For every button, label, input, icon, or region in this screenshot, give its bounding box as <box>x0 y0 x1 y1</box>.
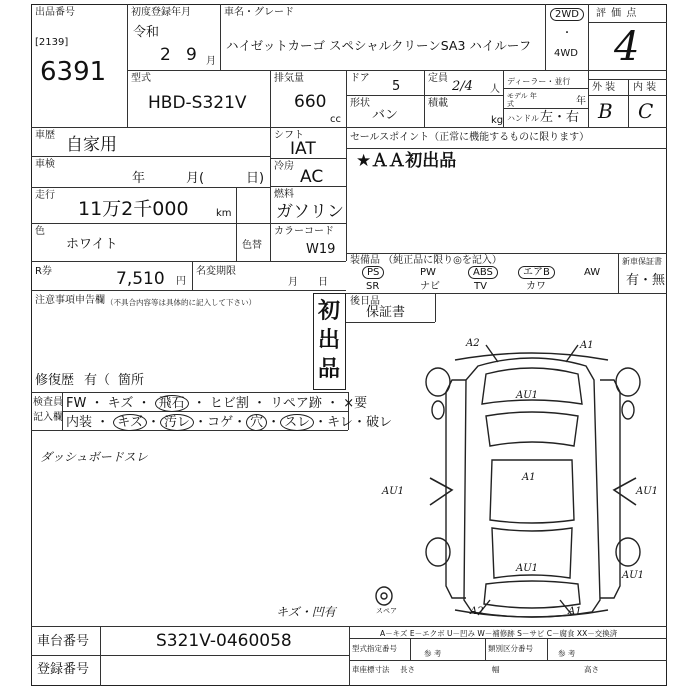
mark-au1-hood: AU1 <box>516 390 539 401</box>
repair-unit: 箇所 <box>118 373 145 388</box>
body-value: バン <box>372 108 399 123</box>
repair-value: 有（ <box>84 373 111 388</box>
drive-2wd: 2WD <box>550 8 584 21</box>
check-label-2: 記入欄 <box>33 412 63 423</box>
mark-a1-top: A1 <box>580 340 594 351</box>
doors-label: ドア <box>350 73 370 84</box>
equip-ps: PS <box>362 267 384 278</box>
load-label: 積載 <box>428 98 448 109</box>
lot-label: 出品番号 <box>35 7 75 18</box>
equip-abs: ABS <box>468 267 498 278</box>
inspection-label: 車検 <box>35 159 55 170</box>
mark-a1-roof: A1 <box>522 472 536 483</box>
equipment-label: 装備品 （純正品に限り◎を記入） <box>350 255 502 266</box>
mileage-value: 11万2千000 <box>78 198 189 220</box>
fuel-value: ガソリン <box>276 202 344 222</box>
equip-tv: TV <box>474 281 487 292</box>
equip-airbag: エアB <box>518 267 555 278</box>
sales-point-text: ★ＡＡ初出品 <box>356 151 457 171</box>
body-label: 形状 <box>350 98 370 109</box>
fuel-label: 燃料 <box>274 189 294 200</box>
chassis-value: S321V-0460058 <box>156 631 292 651</box>
color-label: 色 <box>35 226 45 237</box>
interior-grade: C <box>638 99 654 123</box>
lot-number: 6391 <box>40 57 107 87</box>
name-change-day: 日 <box>318 277 328 288</box>
lot-small: [2139] <box>35 37 69 48</box>
name-change-month: 月 <box>288 277 298 288</box>
recycle-label: R券 <box>35 266 52 277</box>
check-row1: FW ・ キズ ・ 飛石 ・ ヒビ割 ・ リペア跡 ・ ×要 <box>66 396 368 411</box>
exterior-grade: B <box>598 99 613 123</box>
disp-label: 排気量 <box>274 73 304 84</box>
shift-label: シフト <box>274 130 304 141</box>
mark-au1-right: AU1 <box>636 486 659 497</box>
drive-dot: ・ <box>562 28 572 39</box>
mark-a1-bottom: A1 <box>568 606 582 617</box>
repair-label: 修復歴 <box>35 373 75 388</box>
first-listing-1: 初 <box>318 299 341 324</box>
inspection-year: 年 <box>132 171 146 186</box>
color-code-value: W19 <box>306 242 336 257</box>
check-label-1: 検査員 <box>33 397 63 408</box>
color-change-label: 色替 <box>242 240 262 251</box>
disp-value: 660 <box>294 92 327 112</box>
check-row2: 内装 ・ キズ ・ 汚レ ・コゲ・ 穴 ・ スレ ・キレ・破レ <box>66 415 393 430</box>
model-year-unit: 年 <box>576 96 586 107</box>
reg-label: 初度登録年月 <box>131 7 191 18</box>
reg-month: 9 <box>186 45 197 65</box>
height-label: 高さ <box>584 665 599 674</box>
class-ref: 参 考 <box>558 649 576 658</box>
dealer-label: ディーラー・並行 <box>507 77 571 86</box>
equip-sr: SR <box>366 281 380 292</box>
class-label: 類別区分番号 <box>488 644 533 653</box>
equip-aw: AW <box>584 267 601 278</box>
handwritten-dash: ダッシュボードスレ <box>40 450 148 464</box>
warranty-label: 新車保証書 <box>622 257 662 266</box>
name-change-label: 名変期限 <box>196 266 236 277</box>
history-value: 自家用 <box>66 135 117 155</box>
mark-au1-left: AU1 <box>382 486 405 497</box>
damage-legend: A－キズ E－エクボ U－凹み W－補修跡 S－サビ C－腐食 XX－交換済 <box>380 629 618 638</box>
attached-label: 後日品 <box>350 296 380 307</box>
ac-value: AC <box>300 167 324 187</box>
color-value: ホワイト <box>66 237 118 252</box>
model-year-label: モデル 年式 <box>507 92 537 108</box>
chassis-label: 車台番号 <box>37 634 90 649</box>
spare-label: スペア <box>376 607 397 615</box>
load-unit: kg <box>491 115 504 126</box>
history-label: 車歴 <box>35 130 55 141</box>
sales-point-label: セールスポイント（正常に機能するものに限ります） <box>350 132 590 143</box>
shift-value: IAT <box>290 139 316 159</box>
score-value: 4 <box>614 24 640 70</box>
equip-navi: ナビ <box>420 281 440 292</box>
handwritten-scratch: キズ・凹有 <box>276 605 336 619</box>
capacity-unit: 人 <box>490 84 500 95</box>
mark-a2-top: A2 <box>466 338 480 349</box>
model-value: HBD-S321V <box>148 93 247 113</box>
reg-num-label: 登録番号 <box>37 662 90 677</box>
attached-value: 保証書 <box>366 305 406 320</box>
recycle-unit: 円 <box>176 276 186 287</box>
month-unit: 月 <box>206 56 216 67</box>
score-label: 評 価 点 <box>596 8 638 19</box>
exterior-label: 外 装 <box>592 82 616 93</box>
car-name: ハイゼットカーゴ スペシャルクリーンSA3 ハイルーフ <box>226 38 532 53</box>
equip-leather: カワ <box>526 281 546 292</box>
first-listing-3: 品 <box>318 357 341 382</box>
inspection-month: 月( <box>186 171 205 186</box>
width-label: 幅 <box>492 665 500 674</box>
mark-au1-rear-right: AU1 <box>622 570 645 581</box>
len-label: 長さ <box>400 665 415 674</box>
mileage-label: 走行 <box>35 190 55 201</box>
drive-4wd: 4WD <box>554 48 578 59</box>
type-label: 型式指定番号 <box>352 644 397 653</box>
name-label: 車名・グレード <box>224 7 294 18</box>
disp-unit: cc <box>330 114 341 125</box>
recycle-value: 7,510 <box>116 269 165 289</box>
mileage-unit: km <box>216 208 232 219</box>
handle-value: 左・右 <box>540 110 580 125</box>
dims-label: 車座標寸法 <box>352 665 390 674</box>
mark-au1-rear: AU1 <box>516 563 539 574</box>
notes-sub: （不具合内容等は具体的に記入して下さい） <box>106 298 256 307</box>
doors-value: 5 <box>392 79 401 94</box>
model-label: 型式 <box>131 73 151 84</box>
mark-a2-bottom: A2 <box>470 606 484 617</box>
interior-label: 内 装 <box>633 82 657 93</box>
inspection-day: 日) <box>246 171 265 186</box>
handle-label: ハンドル <box>507 114 539 123</box>
first-listing-2: 出 <box>318 328 341 353</box>
era: 令和 <box>133 25 160 40</box>
warranty-value: 有・無 <box>626 273 666 288</box>
ac-label: 冷房 <box>274 161 294 172</box>
type-ref: 参 考 <box>424 649 442 658</box>
color-code-label: カラーコード <box>274 226 334 237</box>
capacity-label: 定員 <box>428 73 448 84</box>
reg-year: 2 <box>160 45 171 65</box>
notes-label: 注意事項申告欄 <box>35 295 105 306</box>
capacity-value: 2/4 <box>452 79 473 94</box>
equip-pw: PW <box>420 267 436 278</box>
